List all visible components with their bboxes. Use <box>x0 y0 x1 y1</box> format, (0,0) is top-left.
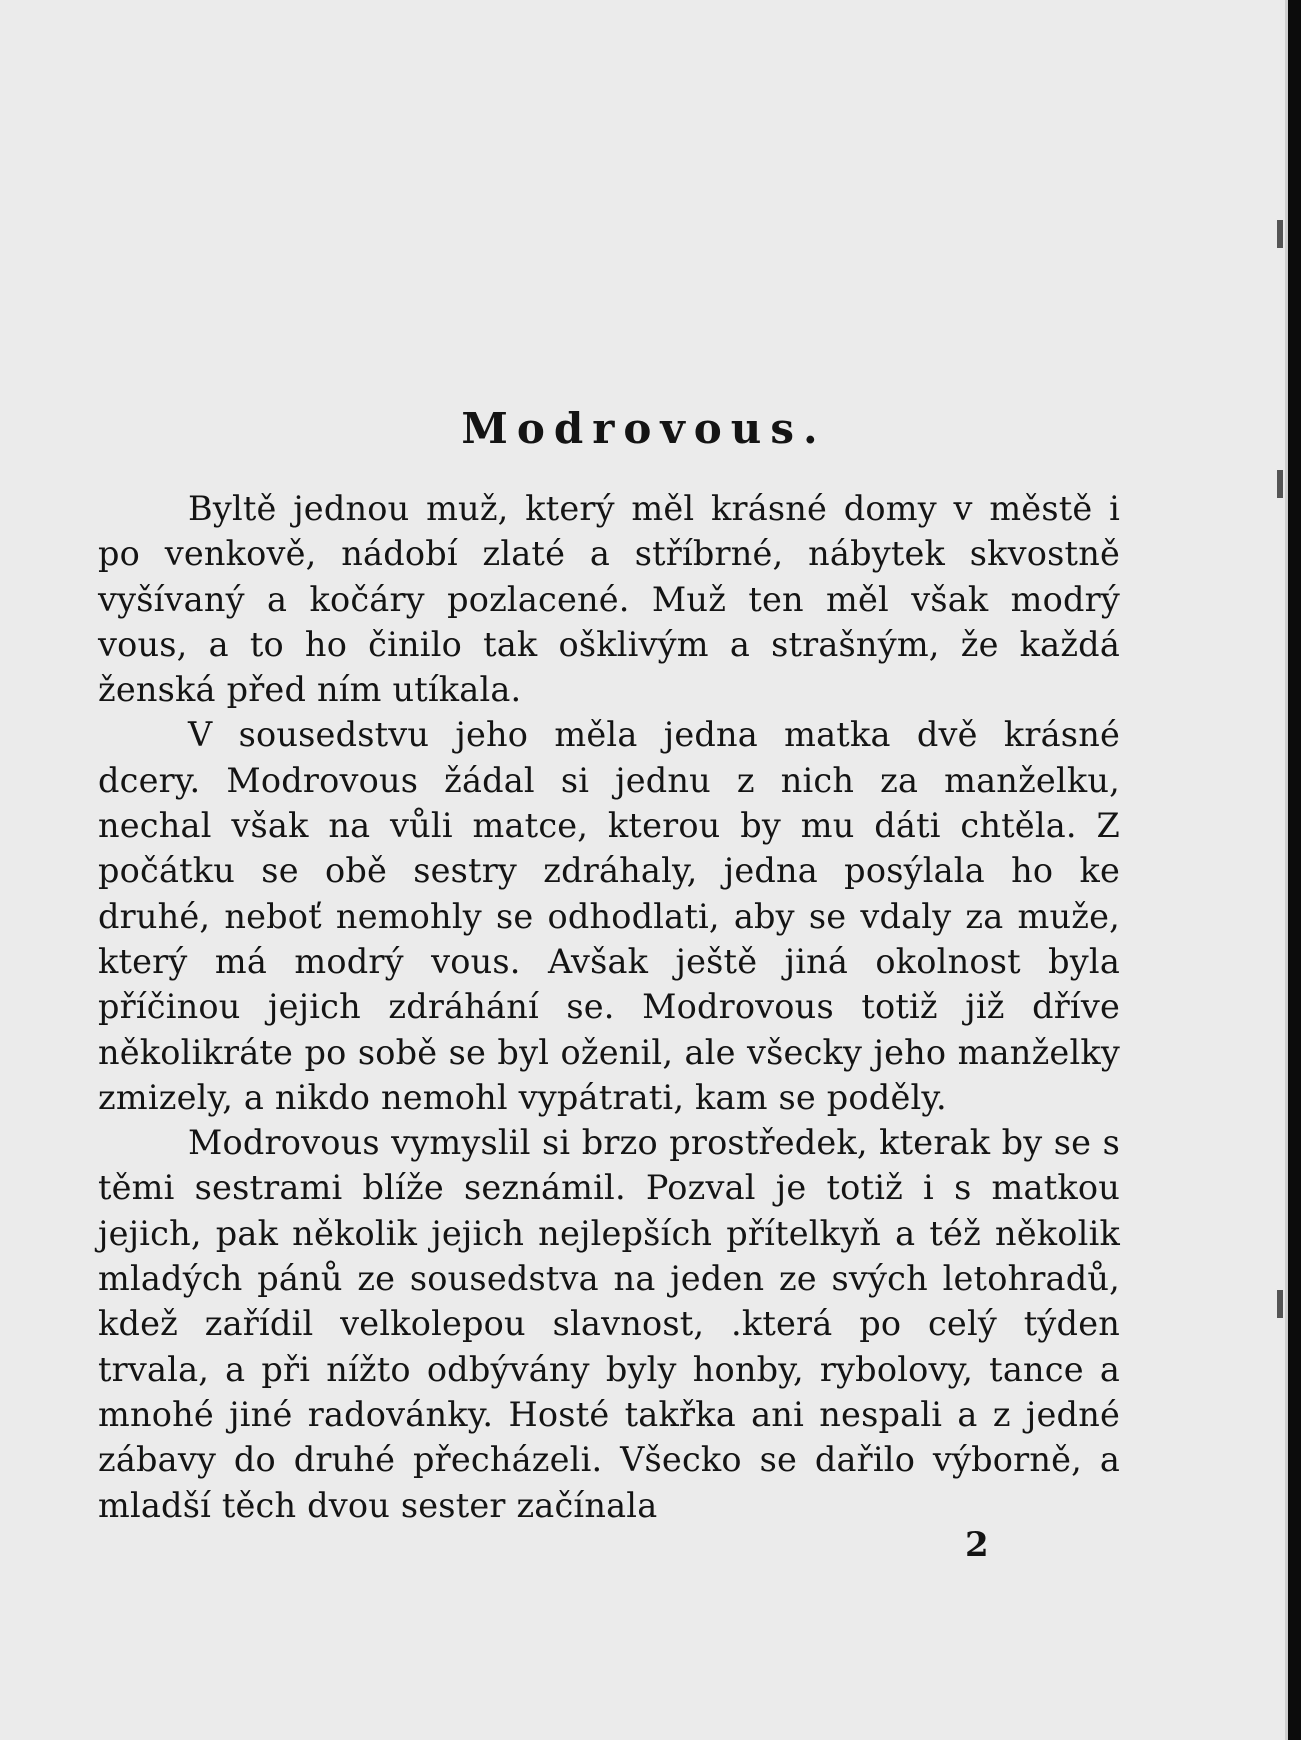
chapter-title: Modrovous. <box>461 404 827 453</box>
paragraph: V sousedstvu jeho měla jedna matka dvě krásné dcery. Modrovous žádal si jednu z nich za manželku, nechal však na vůli matce, kterou by mu dáti chtěla. Z počátku se obě sestry zdráhaly, jedna posýlala ho ke druhé, neboť nemohly se odhodlati, aby se vdaly za muže, který má modrý vous. Avšak ještě jiná okolnost byla příčinou jejich zdráhání se. Modrovous totiž již dříve několikráte po sobě se byl oženil, ale všecky jeho manželky zmizely, a nikdo nemohl vypátrati, kam se poděly. <box>98 715 1120 1117</box>
paragraph: Byltě jednou muž, který měl krásné domy v městě i po venkově, nádobí zlaté a stříbrné, nábytek skvostně vyšívaný a kočáry pozlacené. Muž ten měl však modrý vous, a to ho činilo tak ošklivým a strašným, že každá ženská před ním utíkala. <box>98 489 1120 710</box>
paragraph: Modrovous vymyslil si brzo prostředek, kterak by se s těmi sestrami blíže seznámil. Pozval je totiž i s matkou jejich, pak několik jejich nejlepších přítelkyň a též několik mladých pánů ze sousedstva na jeden ze svých letohradů, kdež zařídil velkolepou slavnost, .která po celý týden trvala, a při nížto odbývány byly honby, rybolovy, tance a mnohé jiné radovánky. Hosté takřka ani nespali a z jedné zábavy do druhé přecházeli. Všecko se dařilo výborně, a mladší těch dvou sester začínala <box>98 1123 1120 1525</box>
scan-edge-mark <box>1277 470 1283 498</box>
scan-edge-mark <box>1277 1290 1283 1318</box>
body-text <box>98 486 1120 1528</box>
scan-edge-mark <box>1277 220 1283 248</box>
page-number: 2 <box>965 1525 989 1565</box>
